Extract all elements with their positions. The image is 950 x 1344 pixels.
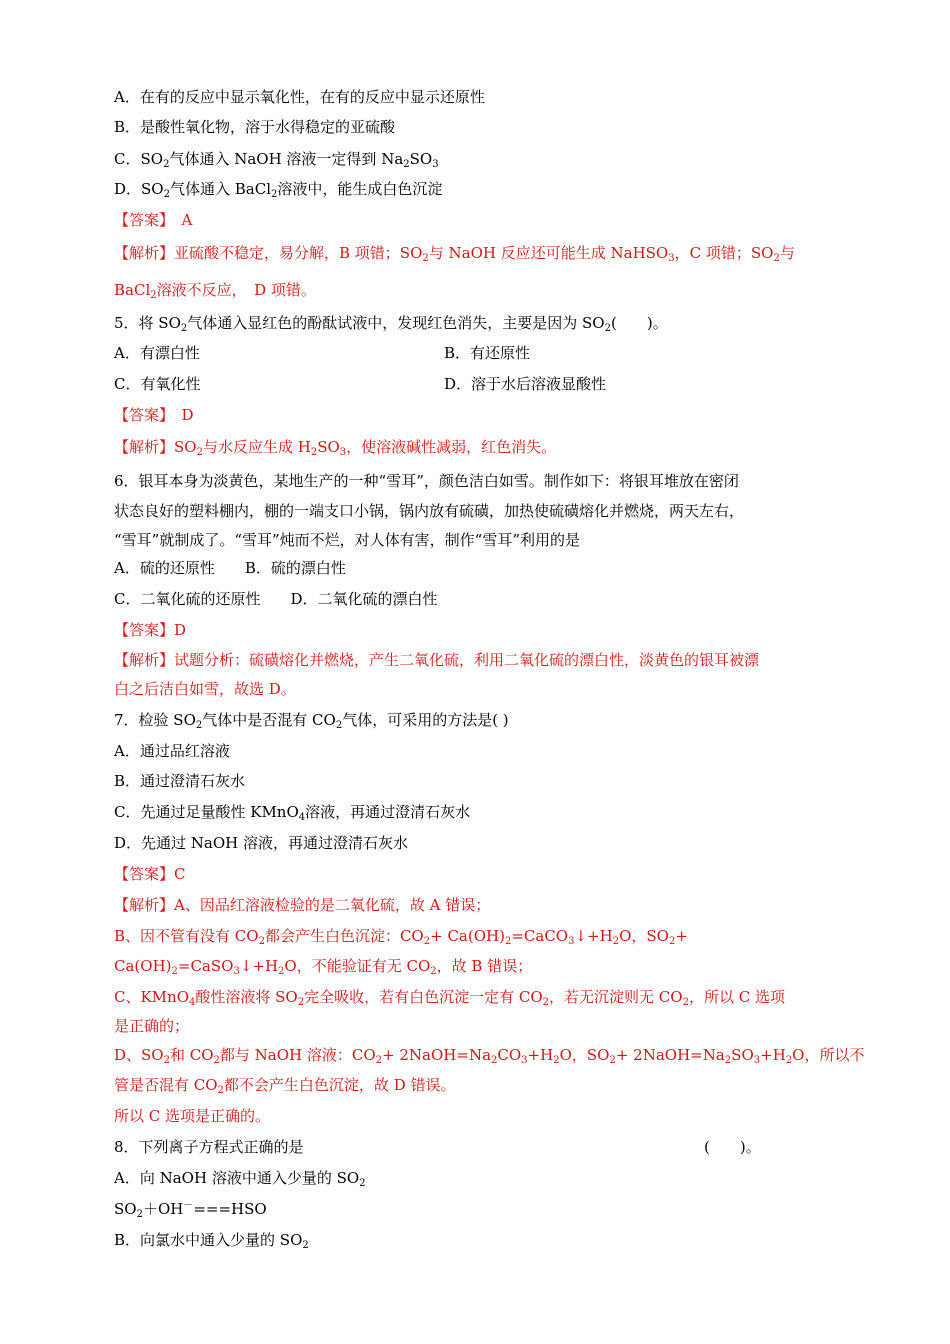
q7-option-d: D．先通过 NaOH 溶液，再通过澄清石灰水 (114, 834, 409, 852)
q7-analysis-line4: C、KMnO$_4$酸性溶液将 $SO_2$完全吸收，若有白色沉淀一定有 $CO_2$，若无沉淀则无 $CO_2$，所以 C 选项 (114, 988, 785, 1008)
q6-options-ab: A．硫的还原性 B．硫的漂白性 (114, 559, 346, 577)
q6-answer: 【答案】D (114, 621, 187, 639)
q8-option-a: A．向 NaOH 溶液中通入少量的 $SO_2$ (114, 1169, 366, 1189)
q7-analysis-line8: 所以 C 选项是正确的。 (114, 1107, 271, 1125)
q7-answer: 【答案】C (114, 865, 186, 883)
q7-stem: 7．检验 $SO_2$气体中是否混有 $CO_2$气体，可采用的方法是( ) (114, 711, 509, 731)
q4-option-d: D．$SO_2$气体通入 BaCl$_2$溶液中，能生成白色沉淀 (114, 180, 443, 200)
q8-option-b: B．向氯水中通入少量的 $SO_2$ (114, 1231, 309, 1251)
q7-analysis-line5: 是正确的； (114, 1017, 190, 1035)
q5-analysis: 【解析】$SO_2$与水反应生成 $H_2SO_3$，使溶液碱性减弱，红色消失。 (114, 438, 557, 458)
q7-analysis-line1: 【解析】A、因品红溶液检验的是二氧化硫，故 A 错误； (114, 896, 491, 914)
q7-analysis-line6: D、$SO_2$和 $CO_2$都与 NaOH 溶液：$CO_2+$ $2NaOH=Na_2CO_3+H_2O$，$SO_2+$ $2NaOH=Na_2SO_3+H_2O$，所以不 (114, 1046, 865, 1066)
q5-answer: 【答案】 D (114, 406, 194, 424)
q6-stem-line3: “雪耳”就制成了。“雪耳”炖而不烂，对人体有害，制作“雪耳”利用的是 (114, 531, 581, 549)
q8-option-a-equation: $SO_2+OH^-===HSO$ (114, 1200, 267, 1220)
q6-options-cd: C．二氧化硫的还原性 D．二氧化硫的漂白性 (114, 590, 438, 608)
q7-option-c: C．先通过足量酸性 KMnO$_4$溶液，再通过澄清石灰水 (114, 803, 471, 823)
q5-option-a: A．有漂白性 (114, 344, 200, 362)
q4-analysis-line2: BaCl$_2$溶液不反应， D 项错。 (114, 281, 316, 301)
q6-analysis-line1: 【解析】试题分析：硫磺熔化并燃烧，产生二氧化硫，利用二氧化硫的漂白性，淡黄色的银耳被漂 (114, 651, 760, 669)
q8-answer-paren: ( )。 (704, 1138, 761, 1156)
q6-stem-line2: 状态良好的塑料棚内，棚的一端支口小锅，锅内放有硫磺，加热使硫磺熔化并燃烧，两天左右， (114, 502, 745, 520)
q7-option-b: B．通过澄清石灰水 (114, 772, 246, 790)
q7-option-a: A．通过品红溶液 (114, 742, 230, 760)
q4-option-a: A．在有的反应中显示氧化性，在有的反应中显示还原性 (114, 88, 485, 106)
q6-analysis-line2: 白之后洁白如雪，故选 D。 (114, 680, 296, 698)
q4-option-b: B．是酸性氧化物，溶于水得稳定的亚硫酸 (114, 118, 396, 136)
q5-stem: 5．将 $SO_2$气体通入显红色的酚酞试液中，发现红色消失，主要是因为 $SO_2$( )。 (114, 314, 668, 334)
q5-option-b: B．有还原性 (444, 344, 531, 362)
q5-option-d: D．溶于水后溶液显酸性 (444, 375, 607, 393)
q8-stem: 8．下列离子方程式正确的是 (114, 1138, 304, 1156)
q4-option-c: C．$SO_2$气体通入 NaOH 溶液一定得到 $Na_2SO_3$ (114, 150, 439, 170)
q4-answer: 【答案】 A (114, 211, 193, 229)
q4-analysis-line1: 【解析】亚硫酸不稳定，易分解，B 项错；$SO_2$与 NaOH 反应还可能生成 NaHSO$_3$，C 项错；$SO_2$与 (114, 244, 795, 264)
q7-analysis-line3: $Ca(OH)_2=CaSO_3↓+H_2O$，不能验证有无 $CO_2$，故 B 错误； (114, 957, 533, 977)
q7-analysis-line2: B、因不管有没有 $CO_2$都会产生白色沉淀：$CO_2+$ $Ca(OH)_2=CaCO_3↓+H_2O$，$SO_2+$ (114, 927, 688, 947)
q7-analysis-line7: 管是否混有 $CO_2$都不会产生白色沉淀，故 D 错误。 (114, 1076, 456, 1096)
q5-option-c: C．有氧化性 (114, 375, 201, 393)
q6-stem-line1: 6．银耳本身为淡黄色，某地生产的一种“雪耳”，颜色洁白如雪。制作如下：将银耳堆放在密闭 (114, 472, 739, 490)
